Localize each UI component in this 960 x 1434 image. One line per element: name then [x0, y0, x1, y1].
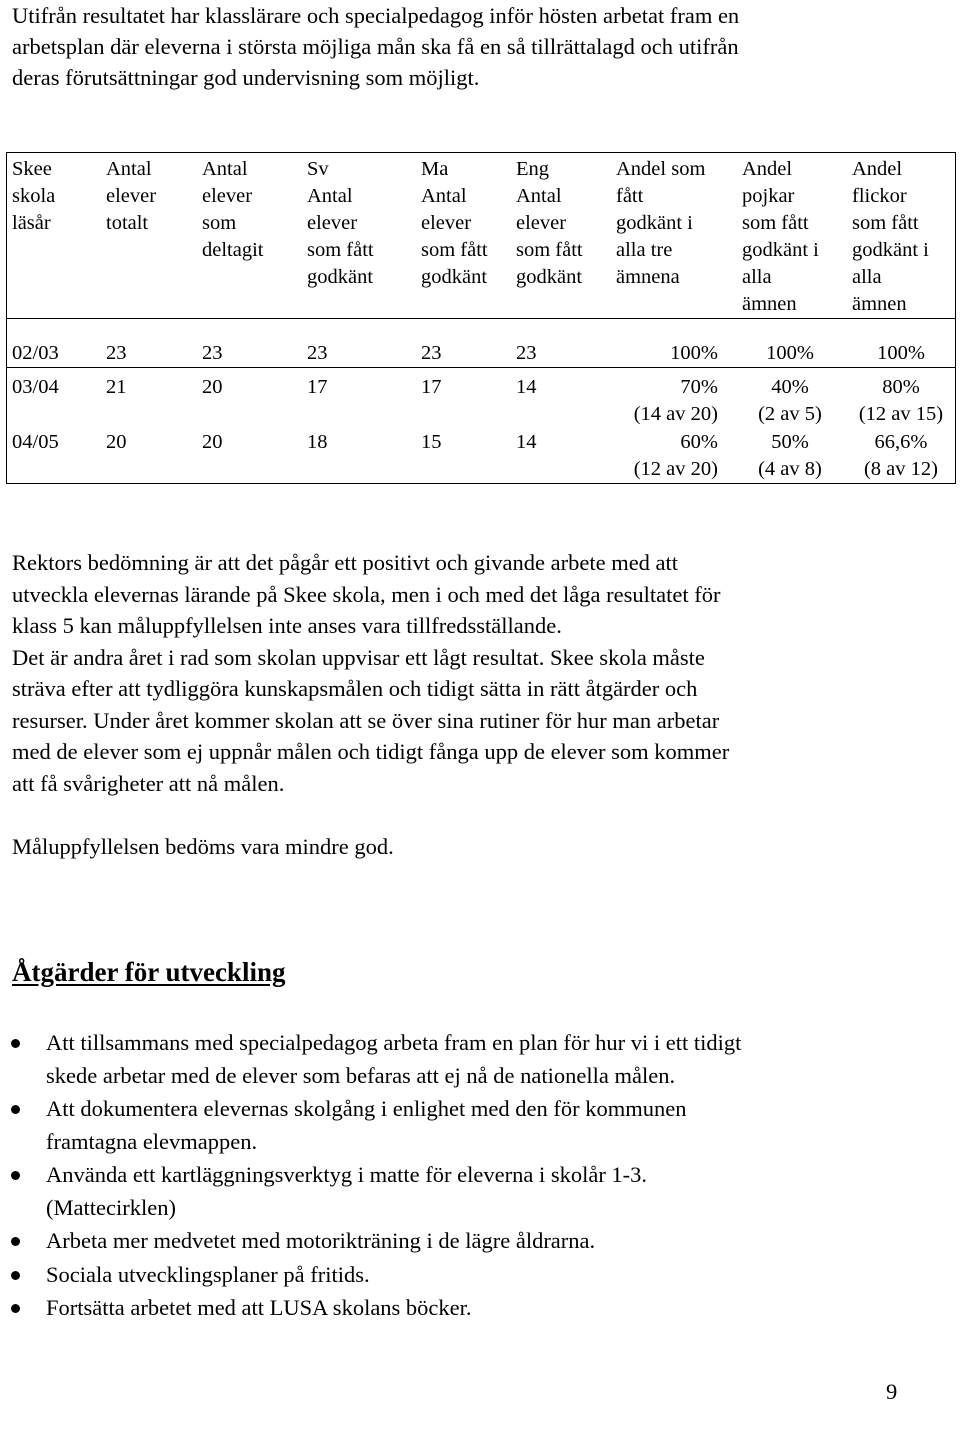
cell-girls: 80% — [882, 376, 920, 398]
cell-all-three: 100% — [670, 342, 718, 364]
intro-line: deras förutsättningar god undervisning som möjligt. — [12, 65, 480, 90]
action-line: Att tillsammans med specialpedagog arbeta fram en plan för hur vi i ett tidigt — [46, 1030, 742, 1055]
action-item — [0, 1225, 940, 1258]
cell-all-three-detail: (14 av 20) — [633, 403, 718, 425]
cell-sv: 23 — [307, 342, 328, 364]
cell-all-three-detail: (12 av 20) — [633, 458, 718, 480]
header-boys: Andel pojkar som fått godkänt i alla ämnen — [742, 158, 819, 315]
cell-ma: 17 — [421, 376, 442, 398]
action-line: Arbeta mer medvetet med motorikträning i de lägre åldrarna. — [46, 1228, 596, 1253]
action-list — [0, 1027, 940, 1326]
action-item — [0, 1093, 940, 1158]
cell-year: 04/05 — [12, 431, 59, 453]
section-heading: Åtgärder för utveckling — [12, 957, 286, 987]
bullet-icon — [11, 1304, 20, 1313]
cell-eng: 14 — [516, 376, 537, 398]
action-line: Fortsätta arbetet med att LUSA skolans böcker. — [46, 1295, 472, 1320]
assessment-line: resurser. Under året kommer skolan att se över sina rutiner för hur man arbetar — [12, 707, 720, 733]
header-participated: Antal elever som deltagit — [202, 158, 264, 261]
cell-ma: 15 — [421, 431, 442, 453]
cell-eng: 14 — [516, 431, 537, 453]
cell-total: 23 — [106, 342, 127, 364]
results-table — [6, 152, 956, 484]
cell-boys-detail: (2 av 5) — [758, 403, 822, 425]
action-item — [0, 1027, 940, 1092]
header-year: Skee skola läsår — [12, 158, 56, 234]
header-ma: Ma Antal elever som fått godkänt — [421, 158, 488, 288]
cell-participated: 20 — [202, 376, 223, 398]
cell-ma: 23 — [421, 342, 442, 364]
action-item — [0, 1292, 940, 1325]
assessment-line: Det är andra året i rad som skolan uppvisar ett lågt resultat. Skee skola måste — [12, 644, 705, 670]
intro-line: arbetsplan där eleverna i största möjliga mån ska få en så tillrättalagd och utifrån — [12, 34, 739, 59]
header-sv: Sv Antal elever som fått godkänt — [307, 158, 374, 288]
cell-girls: 100% — [877, 342, 925, 364]
conclusion-text: Måluppfyllelsen bedöms vara mindre god. — [12, 834, 394, 859]
bullet-icon — [11, 1039, 20, 1048]
bullet-icon — [11, 1237, 20, 1246]
header-eng: Eng Antal elever som fått godkänt — [516, 158, 583, 288]
cell-boys: 40% — [771, 376, 809, 398]
assessment-line: klass 5 kan måluppfyllelsen inte anses vara tillfredsställande. — [12, 613, 562, 638]
cell-girls-detail: (8 av 12) — [863, 458, 938, 480]
cell-sv: 17 — [307, 376, 328, 398]
assessment-paragraph — [12, 547, 952, 799]
bullet-icon — [11, 1271, 20, 1280]
page-number: 9 — [886, 1379, 898, 1404]
table-header-divider — [7, 318, 955, 319]
cell-girls: 66,6% — [874, 431, 928, 453]
cell-year: 02/03 — [12, 342, 59, 364]
action-line: Använda ett kartläggningsverktyg i matte för eleverna i skolår 1-3. — [46, 1162, 648, 1187]
action-line: (Mattecirklen) — [46, 1194, 176, 1220]
action-line: Sociala utvecklingsplaner på fritids. — [46, 1261, 370, 1287]
assessment-line: att få svårigheter att nå målen. — [12, 770, 285, 796]
assessment-line: med de elever som ej uppnår målen och tidigt fånga upp de elever som kommer — [12, 739, 730, 764]
cell-sv: 18 — [307, 431, 328, 453]
header-all-three: Andel som fått godkänt i alla tre ämnena — [616, 158, 706, 288]
assessment-line: Rektors bedömning är att det pågår ett positivt och givande arbete med att — [12, 550, 679, 575]
cell-participated: 23 — [202, 342, 223, 364]
action-line: Att dokumentera elevernas skolgång i enlighet med den för kommunen — [46, 1096, 687, 1121]
header-total: Antal elever totalt — [106, 158, 157, 234]
cell-total: 21 — [106, 376, 127, 398]
cell-all-three: 70% — [680, 376, 718, 398]
cell-year: 03/04 — [12, 376, 59, 398]
cell-all-three: 60% — [680, 431, 718, 453]
action-item — [0, 1259, 940, 1292]
action-line: skede arbetar med de elever som befaras att ej nå de nationella målen. — [46, 1062, 676, 1088]
intro-paragraph — [12, 0, 952, 93]
assessment-line: utveckla elevernas lärande på Skee skola, men i och med det låga resultatet för — [12, 581, 721, 607]
cell-boys: 100% — [766, 342, 814, 364]
cell-total: 20 — [106, 431, 127, 453]
intro-line: Utifrån resultatet har klasslärare och specialpedagog inför hösten arbetat fram en — [12, 3, 740, 28]
cell-eng: 23 — [516, 342, 537, 364]
header-girls: Andel flickor som fått godkänt i alla ämnen — [852, 158, 929, 315]
cell-girls-detail: (12 av 15) — [858, 403, 944, 425]
cell-boys-detail: (4 av 8) — [758, 458, 822, 480]
assessment-line: sträva efter att tydliggöra kunskapsmålen och tidigt sätta in rätt åtgärder och — [12, 676, 698, 701]
table-row-divider — [7, 367, 955, 368]
bullet-icon — [11, 1105, 20, 1114]
action-item — [0, 1159, 940, 1224]
action-line: framtagna elevmappen. — [46, 1128, 258, 1154]
cell-boys: 50% — [771, 431, 809, 453]
cell-participated: 20 — [202, 431, 223, 453]
bullet-icon — [11, 1171, 20, 1180]
